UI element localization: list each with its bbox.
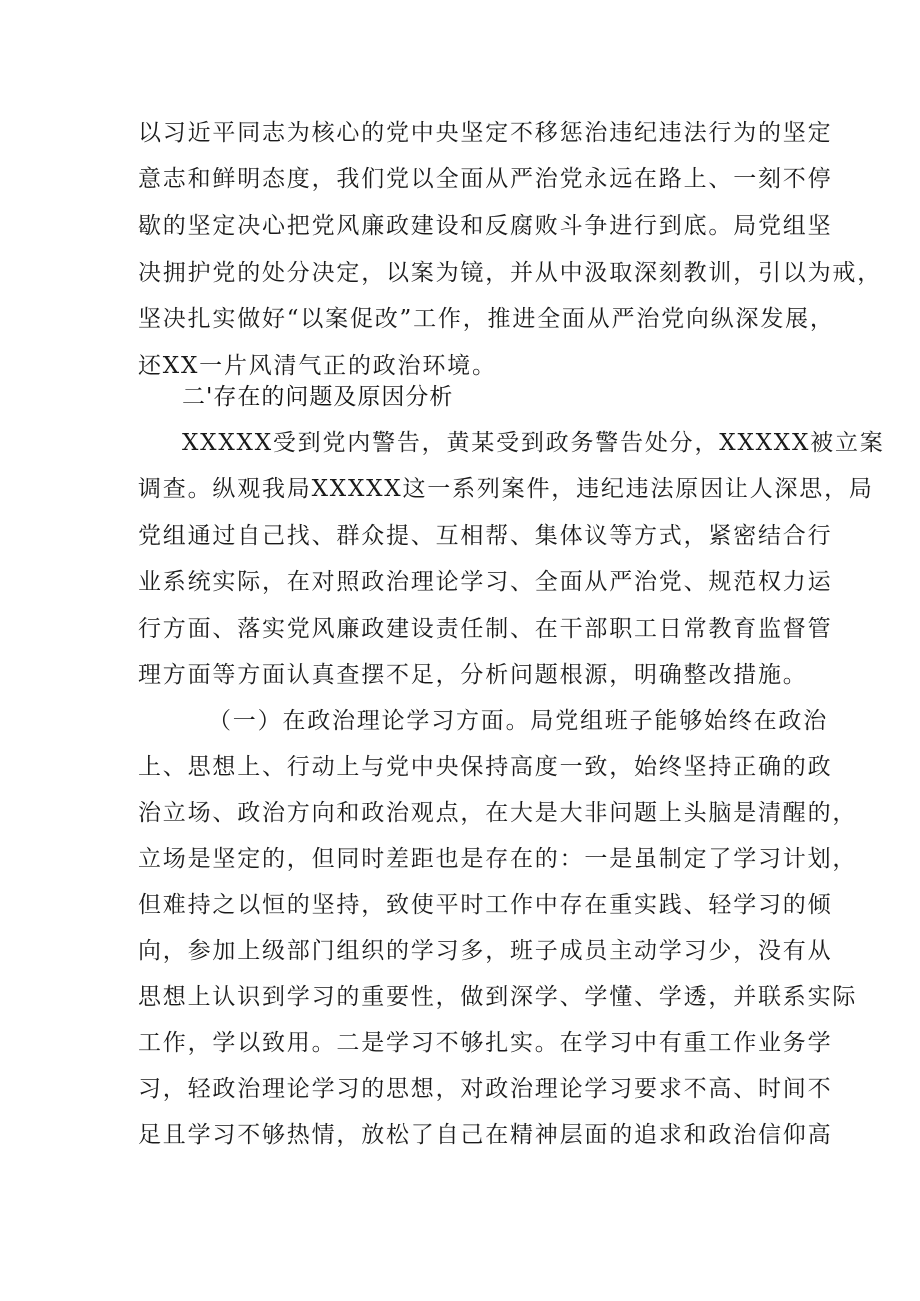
paragraph-line: 向，参加上级部门组织的学习多，班子成员主动学习少，没有从 bbox=[138, 938, 833, 964]
paragraph-line: 足且学习不够热情，放松了自己在精神层面的追求和政治信仰高 bbox=[138, 1122, 833, 1148]
paragraph-line: 行方面、落实党风廉政建设责任制、在干部职工日常教育监督管 bbox=[138, 616, 833, 642]
section-heading: 二'存在的问题及原因分析 bbox=[182, 384, 454, 410]
paragraph-line: 理方面等方面认真查摆不足，分析问题根源，明确整改措施。 bbox=[138, 662, 808, 688]
paragraph-line: 坚决扎实做好“以案促改”工作，推进全面从严治党向纵深发展， bbox=[138, 306, 835, 332]
paragraph-line: 歇的坚定决心把党风廉政建设和反腐败斗争进行到底。局党组坚 bbox=[138, 213, 833, 239]
paragraph-line: 调查。纵观我局XXXXX这一系列案件，违纪违法原因让人深思，局 bbox=[138, 476, 874, 502]
paragraph-line: 上、思想上、行动上与党中央保持高度一致，始终坚持正确的政 bbox=[138, 754, 833, 780]
paragraph-line: 工作，学以致用。二是学习不够扎实。在学习中有重工作业务学 bbox=[138, 1030, 833, 1056]
paragraph-line: 但难持之以恒的坚持，致使平时工作中存在重实践、轻学习的倾 bbox=[138, 892, 833, 918]
paragraph-line: 思想上认识到学习的重要性，做到深学、学懂、学透，并联系实际 bbox=[138, 984, 858, 1010]
paragraph-line: 业系统实际，在对照政治理论学习、全面从严治党、规范权力运 bbox=[138, 569, 833, 595]
paragraph-line: 决拥护党的处分决定，以案为镜，并从中汲取深刻教训，引以为戒， bbox=[138, 260, 882, 286]
paragraph-line: 立场是坚定的，但同时差距也是存在的：一是虽制定了学习计划， bbox=[138, 846, 858, 872]
paragraph-line: 党组通过自己找、群众提、互相帮、集体议等方式，紧密结合行 bbox=[138, 523, 833, 549]
paragraph-line: 治立场、政治方向和政治观点，在大是大非问题上头脑是清醒的， bbox=[138, 800, 858, 826]
paragraph-line: 还XX一片风清气正的政治环境。 bbox=[138, 353, 497, 379]
paragraph-line: 意志和鲜明态度，我们党以全面从严治党永远在路上、一刻不停 bbox=[138, 166, 833, 192]
paragraph-line: （一）在政治理论学习方面。局党组班子能够始终在政治 bbox=[208, 708, 828, 734]
paragraph-line: XXXXX受到党内警告，黄某受到政务警告处分，XXXXX被立案 bbox=[182, 430, 885, 456]
paragraph-line: 以习近平同志为核心的党中央坚定不移惩治违纪违法行为的坚定 bbox=[138, 120, 833, 146]
paragraph-line: 习，轻政治理论学习的思想，对政治理论学习要求不高、时间不 bbox=[138, 1076, 833, 1102]
